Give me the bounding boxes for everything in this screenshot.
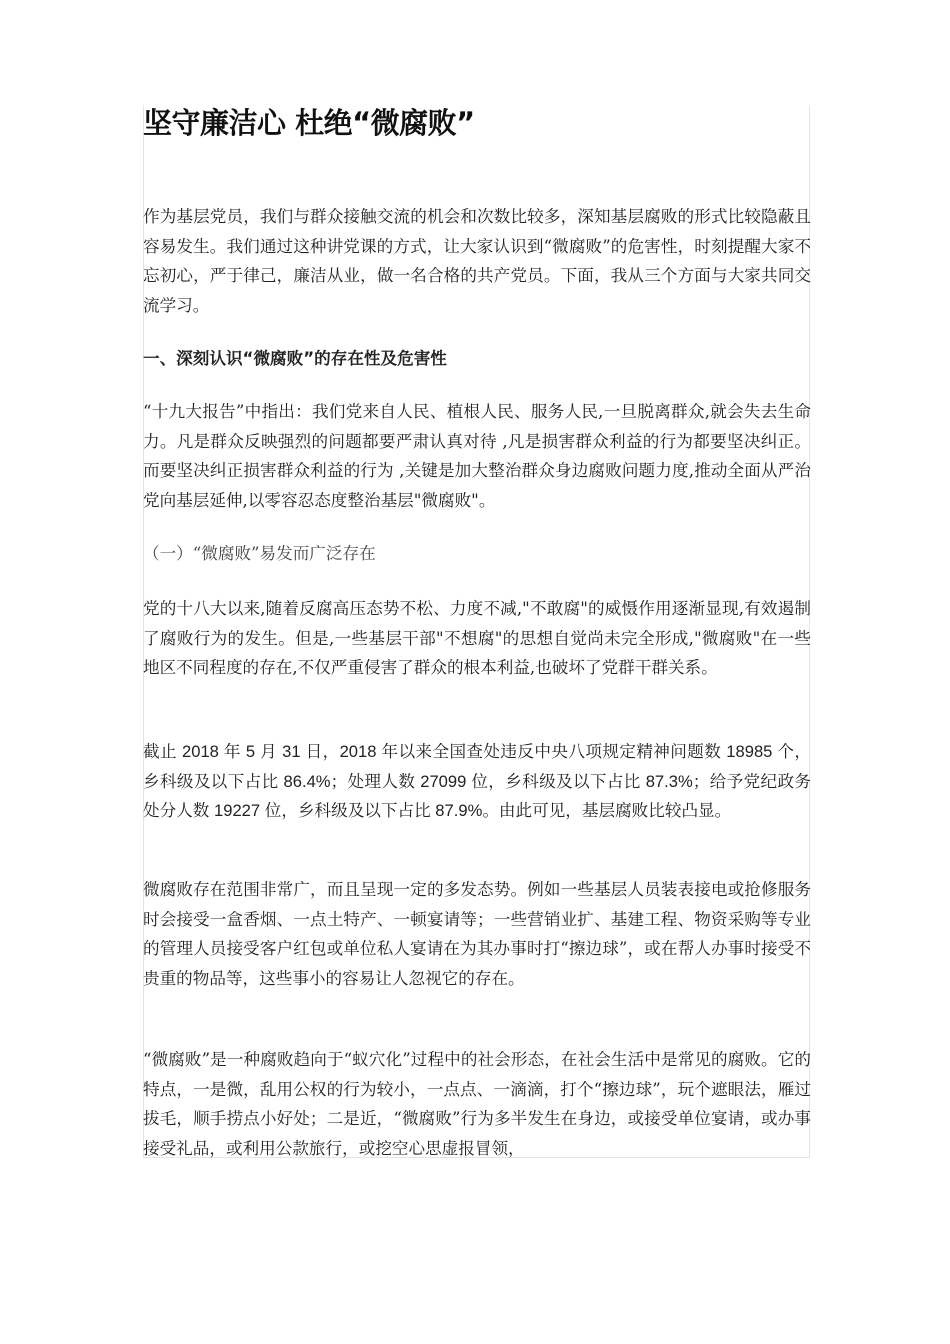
section-heading-1: 一、深刻认识“微腐败”的存在性及危害性 bbox=[143, 349, 447, 368]
paragraph-characteristics: “微腐败”是一种腐败趋向于“蚁穴化”过程中的社会形态，在社会生活中是常见的腐败。它的特点，一是微，乱用公权的行为较小，一点点、一滴滴，打个“擦边球”，玩个遮眼法，雁过拔毛，顺手捞点小好处；二是近，“微腐败”行为多半发生在身边，或接受单位宴请，或办事接受礼品，或利用公款旅行，或挖空心思虚报冒领， bbox=[143, 1050, 811, 1158]
paragraph-anti-corruption: 党的十八大以来,随着反腐高压态势不松、力度不减,"不敢腐"的威慑作用逐渐显现,有效遏制了腐败行为的发生。但是,一些基层干部"不想腐"的思想自觉尚未完全形成,"微腐败"在一些地区不同程度的存在,不仅严重侵害了群众的根本利益,也破坏了党群干群关系。 bbox=[143, 599, 811, 677]
intro-paragraph: 作为基层党员，我们与群众接触交流的机会和次数比较多，深知基层腐败的形式比较隐蔽且容易发生。我们通过这种讲党课的方式，让大家认识到“微腐败”的危害性，时刻提醒大家不忘初心，严于律己，廉洁从业，做一名合格的共产党员。下面，我从三个方面与大家共同交流学习。 bbox=[143, 207, 811, 315]
document-title: 坚守廉洁心 杜绝“微腐败” bbox=[143, 106, 475, 140]
paragraph-scope: 微腐败存在范围非常广，而且呈现一定的多发态势。例如一些基层人员装表接电或抢修服务时会接受一盒香烟、一点土特产、一顿宴请等；一些营销业扩、基建工程、物资采购等专业的管理人员接受客户红包或单位私人宴请在为其办事时打“擦边球”，或在帮人办事时接受不贵重的物品等，这些事小的容易让人忽视它的存在。 bbox=[143, 880, 811, 988]
paragraph-statistics: 截止 2018 年 5 月 31 日，2018 年以来全国查处违反中央八项规定精神问题数 18985 个，乡科级及以下占比 86.4%；处理人数 27099 位，乡科级及以下占比 87.3%；给予党纪政务处分人数 19227 位，乡科级及以下占比 87.9%。由此可见，基层腐败比较凸显。 bbox=[143, 742, 811, 820]
subsection-heading-1: （一）“微腐败”易发而广泛存在 bbox=[143, 544, 376, 563]
paragraph-party-report: “十九大报告”中指出：我们党来自人民、植根人民、服务人民,一旦脱离群众,就会失去生命力。凡是群众反映强烈的问题都要严肃认真对待 ,凡是损害群众利益的行为都要坚决纠正。而要坚决纠正损害群众利益的行为 ,关键是加大整治群众身边腐败问题力度,推动全面从严治党向基层延伸,以零容忍态度整治基层"微腐败"。 bbox=[143, 402, 811, 510]
